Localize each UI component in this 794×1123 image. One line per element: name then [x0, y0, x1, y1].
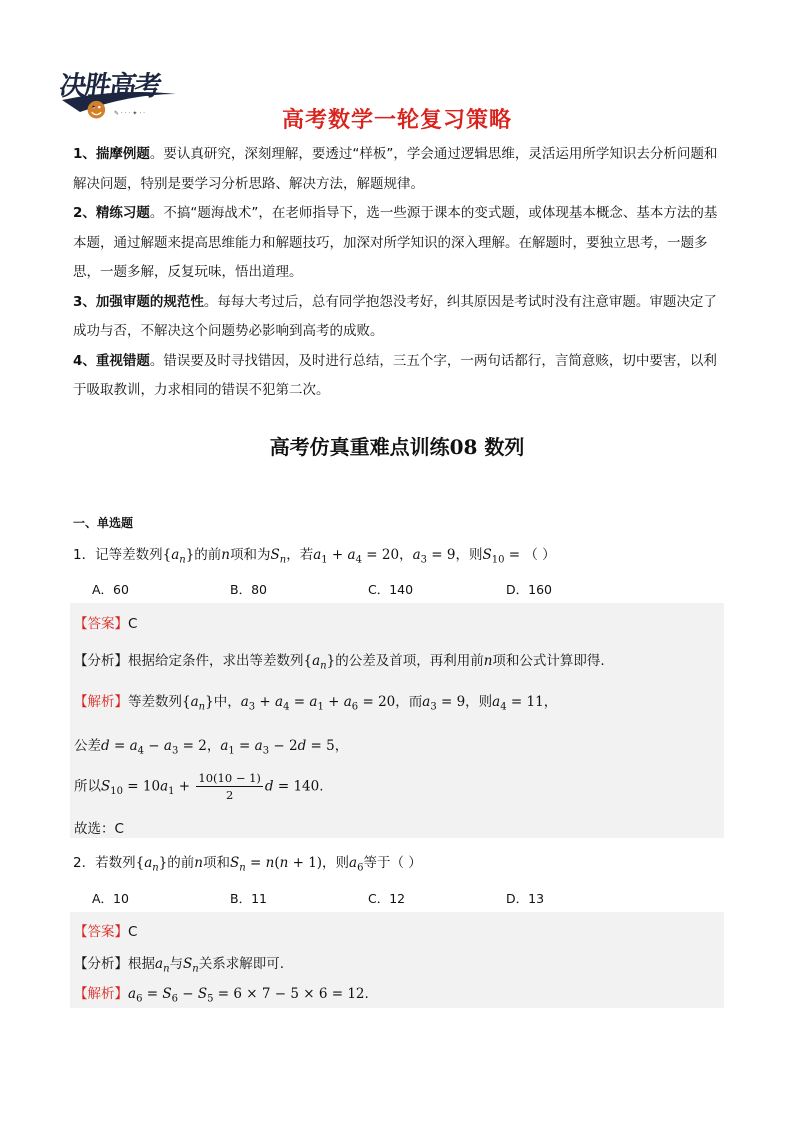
- strategy-body: 。每每大考过后，总有同学抱怨没考好，纠其原因是考试时没有注意审题。审题决定了成功与否，不解决这个问题势必影响到高考的成败。: [73, 293, 717, 339]
- strategy-item: [73, 347, 723, 406]
- strategy-title: 4、重视错题: [73, 352, 150, 369]
- strategy-title: 2、精练习题: [73, 205, 150, 221]
- option-a[interactable]: A．60: [92, 582, 129, 597]
- section-title: 高考仿真重难点训练08 数列: [269, 435, 525, 459]
- logo-text: 决胜高考: [57, 71, 162, 102]
- option-d[interactable]: D．160: [506, 582, 552, 597]
- strategy-item: [73, 199, 723, 288]
- answer-row: 【答案】C: [74, 924, 138, 940]
- option-c[interactable]: C．12: [368, 891, 406, 906]
- question-1-options: [92, 580, 672, 598]
- question-2-options: [92, 889, 672, 907]
- strategy-body: 。要认真研究，深刻理解，要透过“样板”，学会通过逻辑思维，灵活运用所学知识去分析问题和解决问题，特别是要学习分析思路、解决方法，解题规律。: [73, 146, 718, 192]
- option-c[interactable]: C．140: [368, 582, 414, 597]
- question-1-stem: 1．记等差数列$\{a_n\}$的前n项和为$S_n$，若$a_1 + a_4 = 20$，$a_3 = 9$，则$S_{10}$ = （ ）: [73, 547, 556, 566]
- solution-row-2: 公差$d = a_4 - a_3 = 2$，$a_1 = a_3 - 2d = 5$，: [74, 738, 349, 757]
- analysis-row: 【分析】根据$a_n$与$S_n$关系求解即可.: [74, 956, 285, 975]
- strategy-list: [73, 140, 723, 406]
- option-d[interactable]: D．13: [506, 891, 545, 906]
- question-1-solution: [70, 603, 724, 838]
- question-2-stem: 2．若数列$\{a_n\}$的前n项和$S_n = n(n + 1)$，则$a_6$等于（ ）: [73, 855, 422, 874]
- solution-row-3: 所以$S_{10} = 10a_1$ + $\frac{10(10 - 1)}{2}$ d = 140.: [74, 771, 324, 802]
- question-2-solution: [70, 912, 724, 1008]
- option-a[interactable]: A．10: [92, 891, 129, 906]
- question-type-heading: 一、单选题: [73, 516, 134, 530]
- strategy-body: 。错误要及时寻找错因，及时进行总结，三五个字，一两句话都行，言简意赅，切中要害，以利于吸取教训，力求相同的错误不犯第二次。: [73, 352, 717, 398]
- strategy-body: 。不搞“题海战术”，在老师指导下，选一些源于课本的变式题，或体现基本概念、基本方法的基本题，通过解题来提高思维能力和解题技巧，加深对所学知识的深入理解。在解题时，要独立思考，一题多思，一题多解，反复玩味，悟出道理。: [73, 205, 718, 280]
- solution-row-1: 【解析】$a_6 = S_6 - S_5 = 6 \times 7 - 5 \times 6 = 12$.: [74, 986, 369, 1005]
- option-b[interactable]: B．80: [230, 582, 267, 597]
- main-title: 高考数学一轮复习策略: [281, 108, 512, 133]
- answer-value: C: [128, 924, 138, 940]
- option-b[interactable]: B．11: [230, 891, 267, 906]
- strategy-title: 1、揣摩例题: [73, 146, 150, 162]
- strategy-item: [73, 288, 723, 347]
- analysis-row: 【分析】根据给定条件，求出等差数列$\{a_n\}$的公差及首项，再利用前n项和公式计算即得.: [74, 653, 605, 672]
- strategy-title: 3、加强审题的规范性: [73, 293, 204, 310]
- solution-row-1: 【解析】等差数列$\{a_n\}$中，$a_3 + a_4 = a_1 + a_6 = 20$，而$a_3 = 9$，则$a_4 = 11$，: [74, 694, 558, 713]
- logo-subtitle-icon: ✎ · · · ✦ · ·: [114, 110, 146, 117]
- answer-row: 【答案】C: [74, 616, 138, 632]
- solution-final: 故选：C: [74, 821, 124, 837]
- strategy-item: [73, 140, 723, 199]
- student-icon: ☻: [86, 98, 107, 122]
- answer-value: C: [128, 616, 138, 632]
